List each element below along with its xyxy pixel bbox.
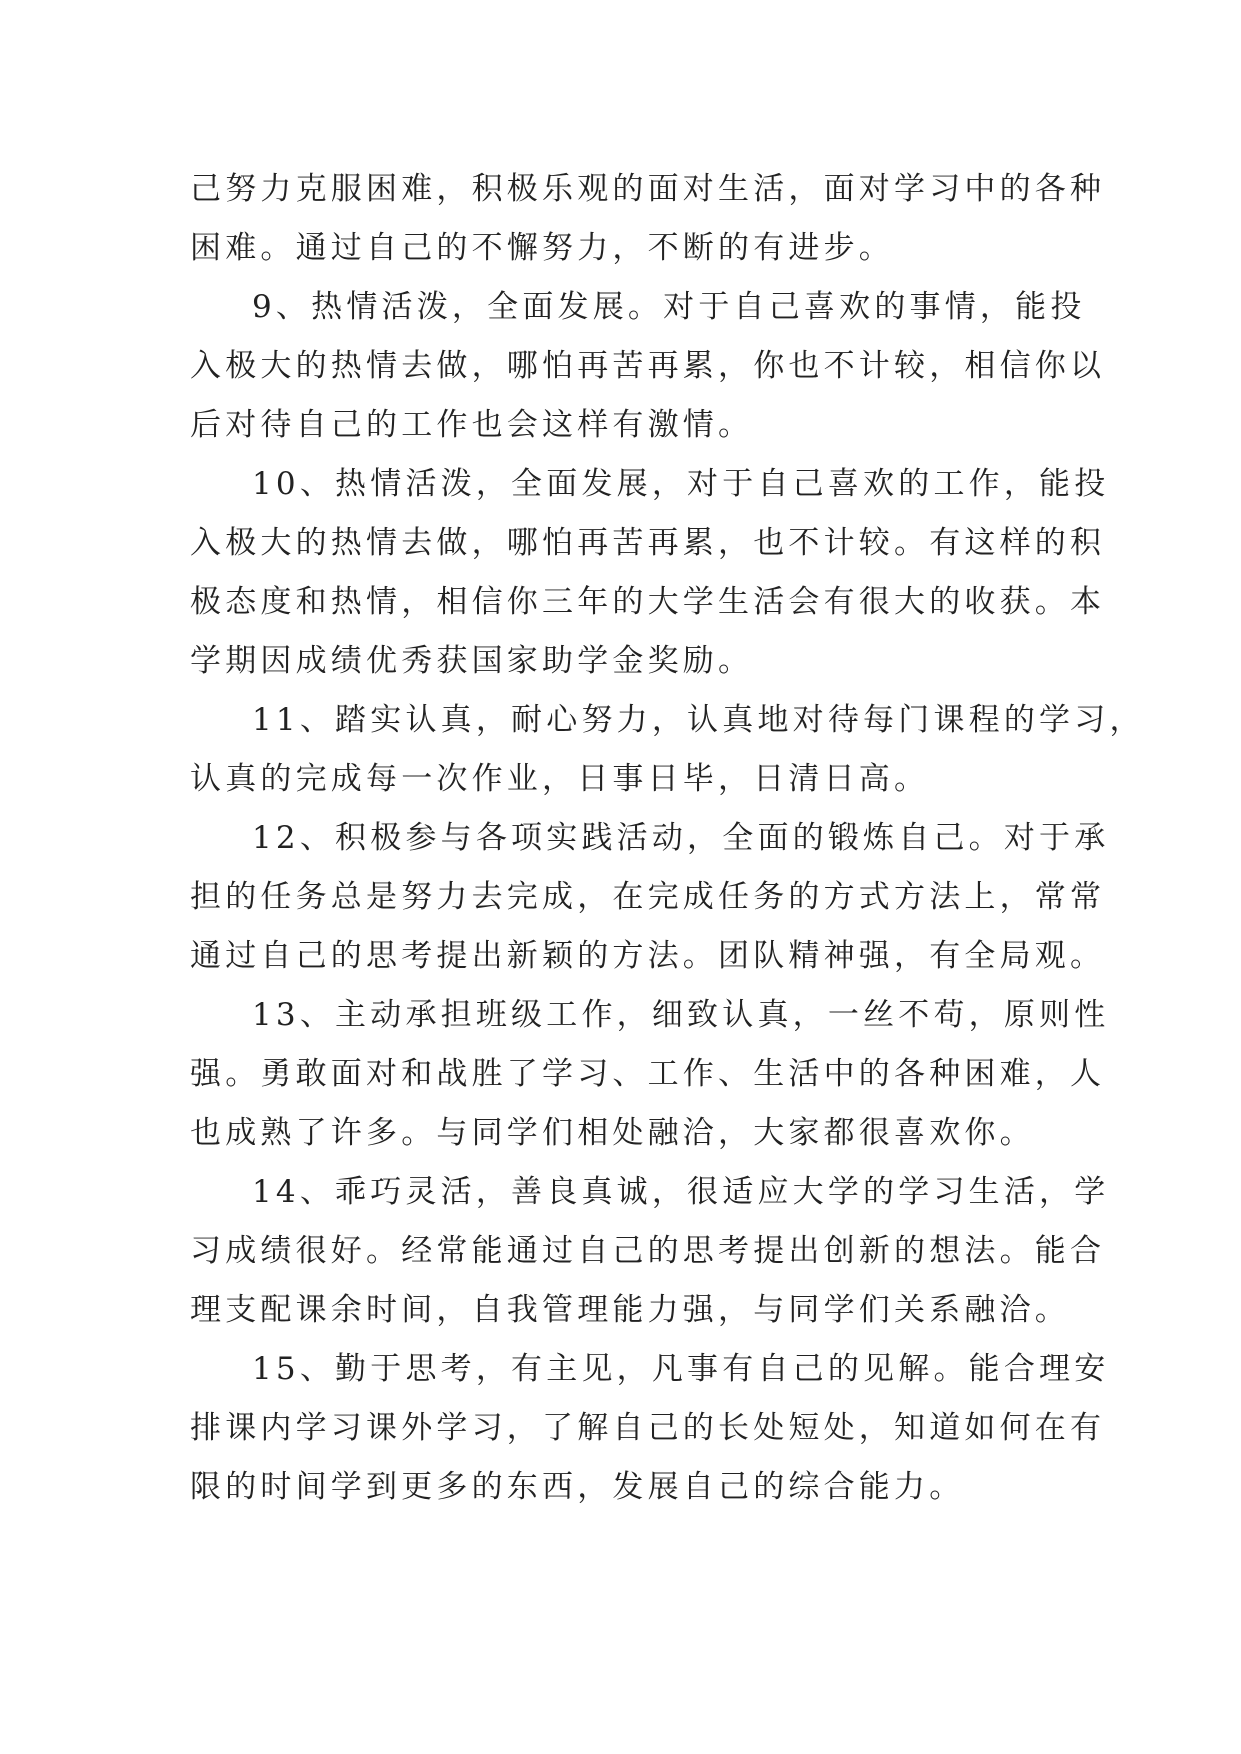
text-line: 担的任务总是努力去完成，在完成任务的方式方法上，常常	[190, 879, 1106, 915]
paragraph-start-12: 12、积极参与各项实践活动，全面的锻炼自己。对于承	[252, 820, 1110, 856]
text-line: 强。勇敢面对和战胜了学习、工作、生活中的各种困难，人	[190, 1056, 1106, 1092]
text-line: 后对待自己的工作也会这样有激情。	[190, 407, 754, 443]
text-line: 极态度和热情，相信你三年的大学生活会有很大的收获。本	[190, 584, 1106, 620]
paragraph-start-9: 9、热情活泼，全面发展。对于自己喜欢的事情，能投	[252, 289, 1086, 325]
text-line: 限的时间学到更多的东西，发展自己的综合能力。	[190, 1469, 965, 1505]
paragraph-start-13: 13、主动承担班级工作，细致认真，一丝不苟，原则性	[252, 997, 1110, 1033]
paragraph-start-14: 14、乖巧灵活，善良真诚，很适应大学的学习生活，学	[252, 1174, 1110, 1210]
text-line: 学期因成绩优秀获国家助学金奖励。	[190, 643, 754, 679]
document-body	[190, 160, 1145, 1517]
text-line: 己努力克服困难，积极乐观的面对生活，面对学习中的各种	[190, 171, 1106, 207]
paragraph-start-11: 11、踏实认真，耐心努力，认真地对待每门课程的学习，	[252, 702, 1145, 738]
text-line: 入极大的热情去做，哪怕再苦再累，也不计较。有这样的积	[190, 525, 1106, 561]
paragraph-start-15: 15、勤于思考，有主见，凡事有自己的见解。能合理安	[252, 1351, 1110, 1387]
text-line: 困难。通过自己的不懈努力，不断的有进步。	[190, 230, 894, 266]
paragraph-start-10: 10、热情活泼，全面发展，对于自己喜欢的工作，能投	[252, 466, 1110, 502]
text-line: 理支配课余时间，自我管理能力强，与同学们关系融洽。	[190, 1292, 1070, 1328]
text-line: 认真的完成每一次作业，日事日毕，日清日高。	[190, 761, 930, 797]
text-line: 入极大的热情去做，哪怕再苦再累，你也不计较，相信你以	[190, 348, 1106, 384]
text-line: 通过自己的思考提出新颖的方法。团队精神强，有全局观。	[190, 938, 1106, 974]
text-line: 习成绩很好。经常能通过自己的思考提出创新的想法。能合	[190, 1233, 1106, 1269]
text-line: 也成熟了许多。与同学们相处融洽，大家都很喜欢你。	[190, 1115, 1035, 1151]
text-line: 排课内学习课外学习，了解自己的长处短处，知道如何在有	[190, 1410, 1106, 1446]
